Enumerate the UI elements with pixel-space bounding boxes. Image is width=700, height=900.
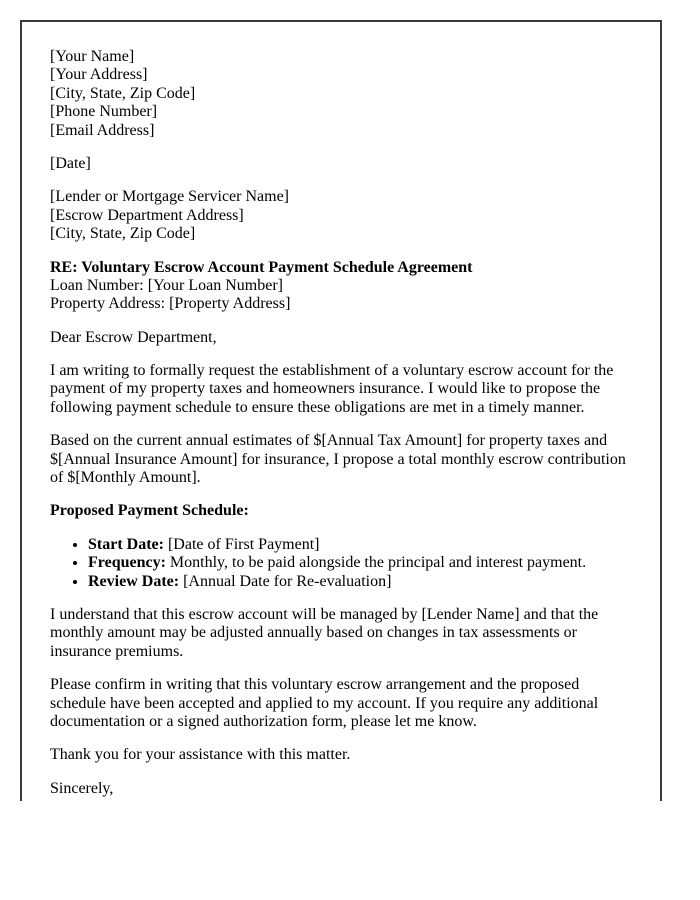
subject-block (50, 259, 630, 314)
sender-name-line: [Your Name] (50, 48, 135, 65)
schedule-item-label: Review Date: (88, 572, 180, 590)
date-line: [Date] (50, 154, 91, 172)
sender-block (50, 48, 630, 140)
paragraph-intro: I am writing to formally request the establishment of a voluntary escrow account for the payment of my property taxes and homeowners insurance. I would like to propose the following payment schedule to ensure these obligations are met in a timely manner. (50, 362, 614, 416)
schedule-item-label: Frequency: (88, 554, 166, 572)
closing: Sincerely, (50, 779, 114, 797)
paragraph-management: I understand that this escrow account will be managed by [Lender Name] and that the monthly amount may be adjusted annually based on changes in tax assessments or insurance premiums. (50, 605, 599, 660)
schedule-item-frequency (88, 554, 630, 572)
schedule-item-review-date (88, 573, 630, 591)
recipient-city-line: [City, State, Zip Code] (50, 225, 196, 243)
schedule-heading: Proposed Payment Schedule: (50, 502, 249, 520)
subject-re-line: RE: Voluntary Escrow Account Payment Schedule Agreement (50, 258, 473, 276)
salutation: Dear Escrow Department, (50, 328, 217, 346)
schedule-item-label: Start Date: (88, 535, 164, 553)
schedule-list (50, 536, 630, 591)
sender-city-line: [City, State, Zip Code] (50, 84, 196, 102)
letter-document (20, 20, 662, 801)
sender-email-line: [Email Address] (50, 121, 155, 139)
schedule-item-start-date (88, 536, 630, 554)
schedule-item-text: [Date of First Payment] (167, 535, 320, 553)
sender-address-line: [Your Address] (50, 66, 148, 84)
subject-loan-line: Loan Number: [Your Loan Number] (50, 276, 283, 294)
paragraph-confirmation: Please confirm in writing that this voluntary escrow arrangement and the proposed schedule have been accepted and applied to my account. If you require any additional documentation or a signed authorization form, please let me know. (50, 676, 599, 730)
recipient-block (50, 188, 630, 243)
paragraph-estimates: Based on the current annual estimates of $[Annual Tax Amount] for property taxes and $[Annual Insurance Amount] for insurance, I propose a total monthly escrow contribution of $[Monthly Amount]. (50, 432, 626, 487)
subject-property-line: Property Address: [Property Address] (50, 295, 291, 313)
sender-phone-line: [Phone Number] (50, 103, 158, 121)
recipient-address-line: [Escrow Department Address] (50, 206, 244, 224)
recipient-name-line: [Lender or Mortgage Servicer Name] (50, 188, 289, 206)
schedule-item-text: Monthly, to be paid alongside the principal and interest payment. (169, 554, 587, 572)
schedule-item-text: [Annual Date for Re-evaluation] (183, 572, 392, 590)
paragraph-thanks: Thank you for your assistance with this matter. (50, 746, 351, 764)
